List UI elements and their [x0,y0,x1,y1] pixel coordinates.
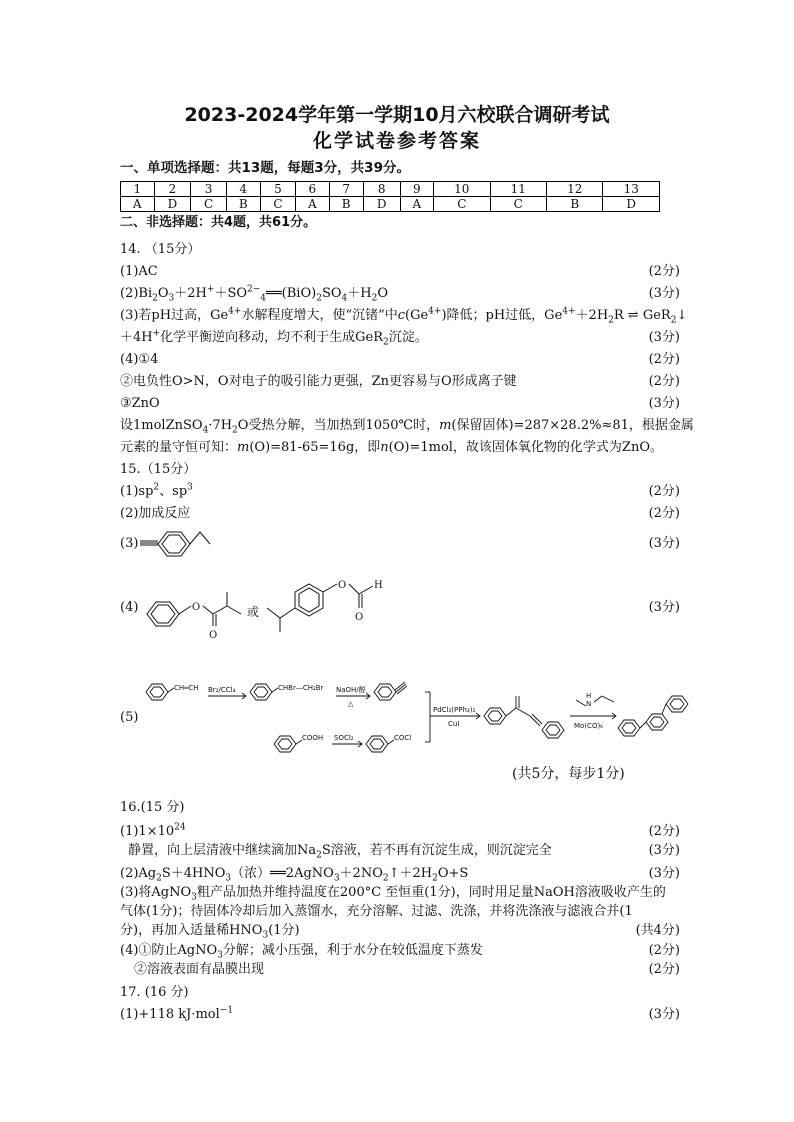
scheme-reagent-socl2: SOCl₂ [334,734,354,742]
t: (1)+118 kJ·mol [120,1007,220,1022]
t: ══(BiO) [266,286,317,301]
scheme-acid-label: COOH [302,734,324,742]
q14-part3-line2: ＋4H+化学平衡逆向移动，均不利于生成GeR$_2$沉淀。 (3分) [120,328,680,348]
q17-heading: 17. (16 分) [120,985,189,1000]
t: (1分) [268,923,300,938]
question-number-cell: 12 [547,182,603,197]
q17-part1-score: (3分) [648,1007,680,1022]
question-number-cell: 1 [121,182,155,197]
answer-cell: B [226,197,260,212]
scheme-amine-h: H [586,692,592,700]
t: S溶液，若不再有沉淀生成，则沉淀完全 [321,843,552,858]
answer-cell: D [363,197,400,212]
structure-ester-isomers [145,570,425,640]
q15-part4-score: (3分) [648,600,680,615]
t: 24 [174,822,186,833]
t: (2)Ag [120,866,157,881]
question-number-cell: 9 [400,182,434,197]
t: (4)①4 [120,352,159,367]
q14-part4c [120,394,680,414]
scheme-styrene-label: CH═CH [174,684,199,692]
t: (4) [120,600,139,615]
q16-part1-score: (2分) [648,824,680,839]
svg-text:O: O [355,612,364,623]
answer-cell: B [329,197,363,212]
q14-part1-text: (1)AC [120,264,158,279]
q14-part4-score: (2分) [648,352,680,367]
t: 分解；减小压强，利于水分在较低温度下蒸发 [222,943,483,958]
q15-part5-score: (共5分，每步1分) [512,766,625,782]
q14-explain-1: 设$1molZnSO_4\cdot 7H_2O$受热分解，当加热到1050℃时，m(保留固体)=287×28.2%≈81，根据金属 [120,418,694,436]
t: ＋2H [174,286,207,301]
q16-part1b-score: (3分) [648,843,680,858]
scheme-heat: △ [348,700,354,708]
t: ②溶液表面有晶膜出现 [134,962,265,977]
question-number-cell: 11 [490,182,546,197]
t: (O)=1mol，故该固体氧化物的化学式为ZnO。 [388,440,663,455]
q14-part2-score: (3分) [648,286,680,301]
question-number-cell: 7 [329,182,363,197]
t: 、sp [159,484,188,499]
t: O+S [437,866,469,881]
q14-part4 [120,350,680,370]
t: 沉淀。 [388,330,428,345]
t: (O)=81-65=16g，即 [249,440,381,455]
scheme-reagent-mo: Mo(CO)₆ [574,722,603,730]
t: )降低；pH过低，Ge [441,308,563,323]
question-number-cell: 13 [603,182,660,197]
t: ②电负性O>N，O对电子的吸引能力更强，Zn更容易与O形成离子键 [120,374,517,389]
t: 化学平衡逆向移动，均不利于生成GeR [160,330,384,345]
t: 分)，再加入适量稀HNO [120,923,263,938]
answer-table-number-row [121,182,660,197]
benzene-ring [146,684,168,700]
structure-ethynyl-ethylbenzene [140,524,230,564]
or-label: 或 [247,605,260,619]
scheme-reagent-naoh: NaOH/醇 [336,686,366,694]
scheme-amine-n: N [586,700,592,708]
t: (3) [120,536,139,551]
t: (3)将AgNO [120,885,192,900]
answer-cell: A [121,197,155,212]
q14-part3-line1: (3)若pH过高，$Ge^{4+}$水解程度增大，使“沉锗”中$c(Ge^{4+})$降低；pH过低，$Ge^{4+}+2H_2R$ ⇌ GeR$_2$↓ [120,306,688,326]
t: ·7H [208,418,233,433]
t: 设1molZnSO [120,418,203,433]
q14-heading: 14. （15分） [120,242,201,257]
q16-part4: (4)①防止AgNO$_3$分解；减小压强，利于水分在较低温度下蒸发 (2分) [120,943,680,961]
answer-cell: C [191,197,226,212]
svg-text:O: O [209,630,218,641]
answer-table [120,181,660,212]
answer-table-answer-row [121,197,660,212]
t: O [377,286,388,301]
q15-part1-score: (2分) [648,484,680,499]
q14-part2: $(2)Bi_2O_3+2H^++SO^{2-}_4══(BiO)_2SO_4+H_2O$ (3分) [120,284,680,304]
t: R ⇌ GeR [613,308,671,323]
q16-part3-line1: (3)将AgNO$_3$粗产品加热并维持温度在200°C 至恒重(1分)，同时用足量NaOH溶液吸收产生的 [120,885,666,903]
t: ＋2NO [339,866,383,881]
t: −1 [219,1005,234,1016]
t: (3)若pH过高，Ge [120,308,229,323]
scheme-dibromide-label: CHBr—CH₂Br [278,684,324,692]
q15-heading: 15.（15分） [120,462,197,477]
q15-part5-label: (5) [120,710,139,725]
question-number-cell: 5 [260,182,295,197]
scheme-reagent-pd: PdCl₂(PPh₃)₂ [433,706,476,714]
t: 粗产品加热并维持温度在200°C 至恒重(1分)，同时用足量NaOH溶液吸收产生的 [196,885,666,900]
t: ＋2H [575,308,609,323]
t: ↓ [676,308,688,323]
answer-cell: C [260,197,295,212]
q14-part3-score: (3分) [648,330,680,345]
t: 静置，向上层清液中继续滴加Na [128,843,317,858]
scheme-acylchloride-label: COCl [394,734,412,742]
section2-heading: 二、非选择题：共4题，共61分。 [120,215,317,230]
q16-part1b: 静置，向上层清液中继续滴加$Na_2S$溶液，若不再有沉淀生成，则沉淀完全 (3分) [128,843,680,861]
t: (保留固体)=287×28.2%≈81，根据金属 [451,418,694,433]
t: (Ge [405,308,429,323]
q16-part3-score: (共4分) [635,923,680,938]
t: (4)①防止AgNO [120,943,218,958]
t: 元素的量守恒可知： [120,440,238,455]
question-number-cell: 3 [191,182,226,197]
t: SO [321,286,342,301]
q16-part1 [120,822,680,842]
q16-heading: 16.(15 分) [120,800,185,815]
t: (1)1×10 [120,824,175,839]
t: S＋4HNO [161,866,226,881]
q14-part4b [120,372,680,392]
t: ＋SO [214,286,248,301]
t: O [157,286,169,301]
q14-part1-score: (2分) [648,264,680,279]
question-number-cell: 6 [296,182,330,197]
t: ＋4H [120,330,153,345]
section1-heading: 一、单项选择题：共13题，每题3分，共39分。 [120,160,410,176]
answer-cell: A [296,197,330,212]
answer-cell: B [547,197,603,212]
q17-part1 [120,1005,680,1025]
question-number-cell: 10 [434,182,490,197]
q15-part2 [120,504,680,524]
t: ↑＋2H [388,866,433,881]
svg-text:O: O [192,602,201,613]
q14-part4c-score: (3分) [648,396,680,411]
svg-text:O: O [338,580,347,591]
t: (2)加成反应 [120,506,191,521]
answer-cell: C [434,197,490,212]
answer-cell: D [154,197,191,212]
answer-cell: C [490,197,546,212]
question-number-cell: 4 [226,182,260,197]
t: （浓）══2AgNO [231,866,334,881]
scheme-reagent-cui: CuI [448,720,460,728]
question-number-cell: 2 [154,182,191,197]
t: O受热分解，当加热到1050℃时， [237,418,440,433]
q14-part4b-score: (2分) [648,374,680,389]
document-subtitle: 化学试卷参考答案 [312,130,481,152]
question-number-cell: 8 [363,182,400,197]
answer-cell: A [400,197,434,212]
t: 水解程度增大，使“沉锗”中 [241,308,398,323]
t: (1)sp [120,484,154,499]
q14-explain-2: 元素的量守恒可知：m(O)=81-65=16g，即n(O)=1mol，故该固体氧化物的化学式为ZnO。 [120,440,663,455]
q16-part4-score: (2分) [648,943,680,958]
synthesis-scheme [140,670,700,770]
document-title: 2023-2024学年第一学期10月六校联合调研考试 [184,104,610,126]
q15-part1: $(1)sp^2$、$sp^3$ (2分) [120,482,680,502]
q16-part2-score: (3分) [648,866,680,881]
t: ③ZnO [120,396,160,411]
answer-cell: D [603,197,660,212]
q16-part4b-score: (2分) [648,962,680,977]
q16-part3-line3: 分)，再加入适量稀$HNO_3(1$分) (共4分) [120,923,680,941]
q16-part3-line2: 气体(1分)；待固体冷却后加入蒸馏水，充分溶解、过滤、洗涤，并将洗涤液与滤液合并(1 [120,904,633,919]
q14-part1 [120,262,680,282]
svg-text:H: H [374,580,383,591]
q15-part2-score: (2分) [648,506,680,521]
t: (2)Bi [120,286,153,301]
t: ＋H [347,286,372,301]
q16-part2: $(2)Ag_2S+4HNO_3$（浓）$══2AgNO_3+2NO_2↑+2H_2O+S$ (3分) [120,866,680,884]
scheme-reagent-br2: Br₂/CCl₄ [208,686,236,694]
q16-part4b [120,960,680,980]
q15-part3-score: (3分) [648,536,680,551]
